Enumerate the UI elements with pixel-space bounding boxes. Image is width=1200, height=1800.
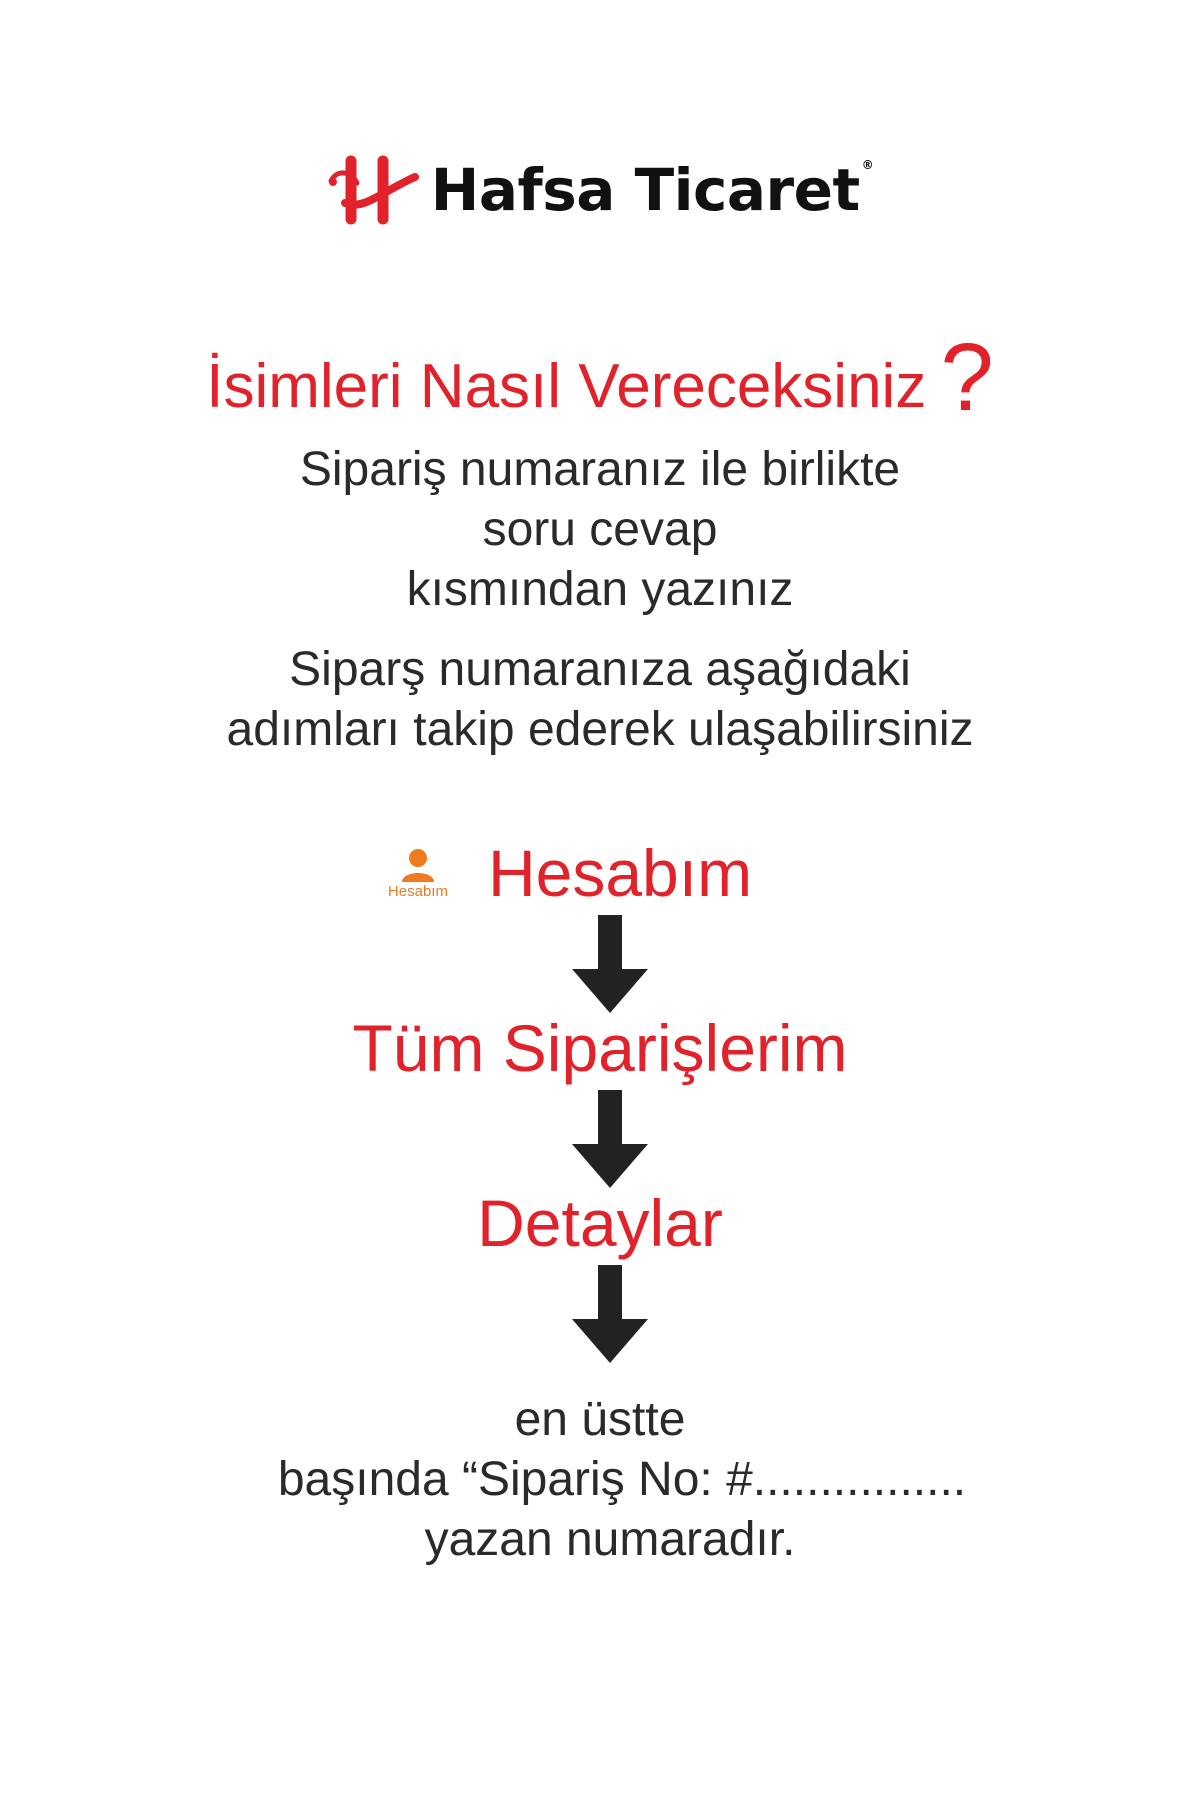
brand-logo — [0, 150, 1200, 230]
instruction-line: kısmından yazınız — [406, 563, 794, 616]
title-text: İsimleri Nasıl Vereceksiniz — [206, 352, 927, 421]
user-icon — [400, 848, 436, 882]
step-label: Detaylar — [477, 1186, 723, 1260]
instruction-line: Sipariş numaranız ile birlikte — [299, 443, 901, 496]
final-note-line: yazan numaradır. — [424, 1513, 796, 1566]
page-title — [0, 324, 1200, 440]
order-info-line: adımları takip ederek ulaşabilirsiniz — [226, 703, 974, 756]
step-label: Tüm Siparişlerim — [352, 1011, 848, 1085]
instructions-block — [0, 440, 1200, 620]
question-mark-icon: ? — [940, 324, 994, 431]
brand-mark-icon — [327, 155, 419, 225]
down-arrow-icon — [570, 1090, 650, 1190]
final-note-line: en üstte — [514, 1393, 686, 1446]
down-arrow-icon — [570, 1265, 650, 1365]
order-info-block — [0, 640, 1200, 760]
down-arrow-icon — [570, 915, 650, 1015]
final-note — [0, 1390, 1200, 1570]
account-icon-badge — [388, 848, 448, 899]
final-note-line: başında “Sipariş No: #................ — [277, 1453, 967, 1506]
step-detaylar — [0, 1186, 1200, 1260]
brand-name: Hafsa Ticaret ® — [430, 156, 874, 224]
registered-mark: ® — [861, 158, 874, 172]
instruction-line: soru cevap — [482, 503, 718, 556]
account-icon-label: Hesabım — [387, 882, 448, 900]
step-tum-siparislerim — [0, 1011, 1200, 1085]
step-label: Hesabım — [487, 836, 753, 910]
order-info-line: Siparş numaranıza aşağıdaki — [289, 643, 911, 696]
step-hesabim — [0, 836, 1200, 910]
